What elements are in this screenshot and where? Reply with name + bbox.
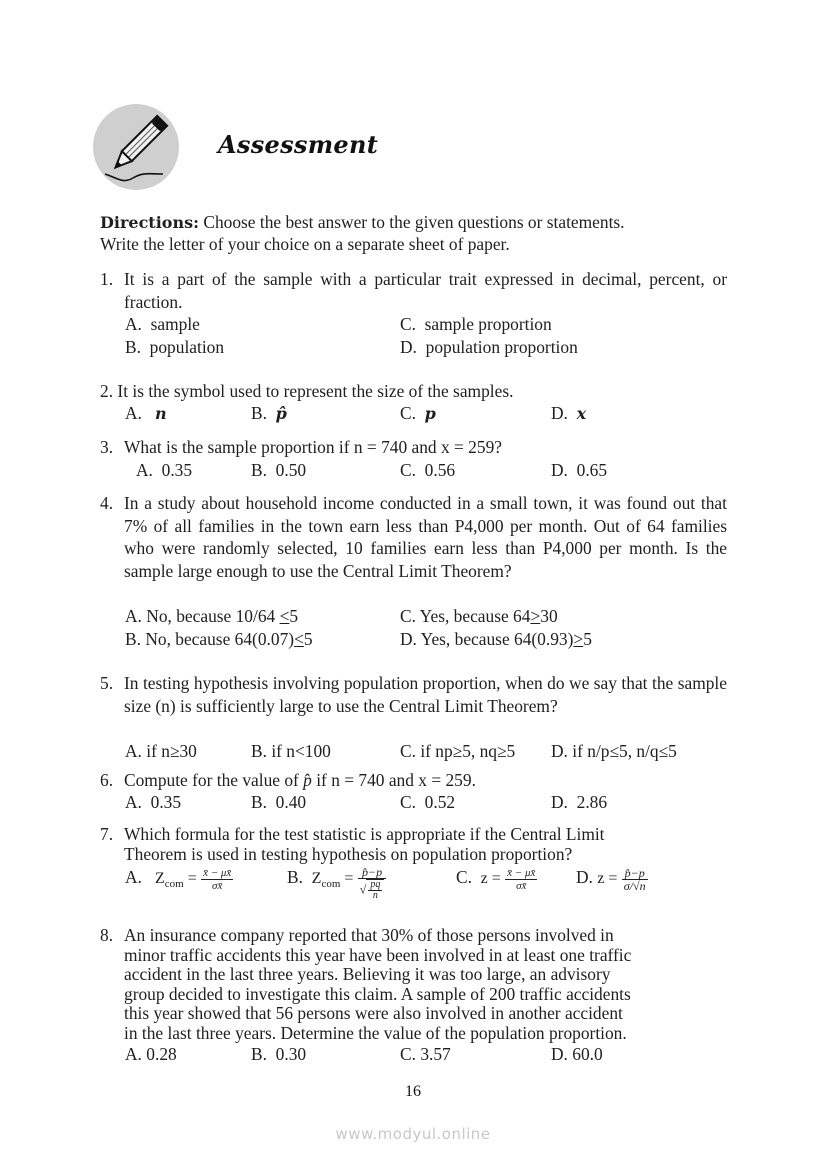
option-a[interactable]: A. n [125,403,167,423]
question-number: 5. [100,673,114,693]
question-6: 6. Compute for the value of p̂ if n = 740 and x = 259. [100,770,476,790]
pencil-icon [93,104,179,190]
question-7: 7. Which formula for the test statistic is appropriate if the Central Limit Theorem is used in testing hypothesis on population proportion? [100,824,605,864]
question-text: It is the symbol used to represent the size of the samples. [117,381,514,401]
question-text: In testing hypothesis involving population proportion, when do we say that the sample size (n) is sufficiently large to use the Central Limit Theorem? [124,673,727,716]
page-number: 16 [405,1083,421,1100]
question-5-options [0,740,826,763]
directions [100,211,727,235]
question-number: 3. [100,437,114,457]
question-2 [100,380,727,403]
option-d[interactable]: D. population proportion [400,337,578,357]
option-c[interactable]: C. 0.56 [400,460,456,480]
directions-text-2: Write the letter of your choice on a separate sheet of paper. [100,234,510,254]
option-d[interactable]: D. 0.65 [551,460,608,480]
question-4 [100,492,727,582]
option-b[interactable]: B. 0.40 [251,792,307,812]
question-number: 8. [100,925,114,945]
question-7-options [0,866,826,916]
option-d[interactable]: D. x [551,403,587,423]
option-d[interactable]: D. if n/p≤5, n/q≤5 [551,741,677,761]
option-b[interactable]: B. 0.30 [251,1044,307,1064]
option-c[interactable]: C. if np≥5, nq≥5 [400,741,516,761]
option-b[interactable]: B. $Z_{com}$ = p̂−p √ $\frac{pq}{n}$ [287,866,386,901]
question-6-options [0,791,826,814]
option-b[interactable]: B. p̂ [251,403,287,423]
question-text: In a study about household income conducted in a small town, it was found out that 7% of all families in the town earn less than P4,000 per month. Out of 64 families who were randomly selected, 10 families earn less than P4,000 per month. Is the sample large enough to use the Central Limit Theorem? [124,493,727,581]
option-c[interactable]: C. sample proportion [400,314,552,334]
question-text: What is the sample proportion if n = 740 and x = 259? [124,437,502,457]
option-c[interactable]: C. z = $\frac{x̄ - \mu x̄}{\sigma x̄}$ [456,866,536,892]
option-a[interactable]: A. 0.35 [136,460,193,480]
question-number: 2. [100,381,114,401]
question-1-options [0,313,826,359]
question-3-options [0,459,826,482]
option-b[interactable]: B. No, because 64(0.07)<5 [125,629,313,649]
page-title: Assessment [218,130,379,159]
question-1 [100,268,727,313]
question-8-options [0,1043,826,1066]
directions-label: Directions: [100,213,199,232]
question-number: 7. [100,824,114,844]
option-c[interactable]: C. 0.52 [400,792,456,812]
option-c[interactable]: C. 3.57 [400,1044,451,1064]
directions-text-1: Choose the best answer to the given questions or statements. [203,212,625,232]
option-c[interactable]: C. Yes, because 64>30 [400,606,558,626]
question-2-options [0,402,826,425]
option-a[interactable]: A. 0.35 [125,792,182,812]
option-a[interactable]: A. $Z_{com}$ = $\frac{x̄ - \mu x̄}{\sigma x̄}$ [125,866,232,892]
question-number: 6. [100,770,114,790]
option-d[interactable]: D. z = $\frac{p̂-p}{\sigma/√n}$ [576,865,646,893]
option-d[interactable]: D. 60.0 [551,1044,603,1064]
watermark: www.modyul.online [335,1125,491,1143]
question-5 [100,672,727,717]
option-d[interactable]: D. 2.86 [551,792,608,812]
question-text: It is a part of the sample with a particular trait expressed in decimal, percent, or fraction. [124,269,727,312]
question-8: 8. An insurance company reported that 30% of those persons involved in minor traffic accidents this year have been involved in at least one traffic accident in the last three years. Believing it was too large, an advisory group decided to investigate this claim. A sample of 200 traffic accidents this year showed that 56 persons were also involved in another accident in the last three years. Determine the value of the population proportion. [100,925,632,1043]
assessment-badge [93,104,179,190]
question-3 [100,436,727,459]
option-a[interactable]: A. No, because 10/64 <5 [125,606,299,626]
question-number: 1. [100,269,114,289]
p-hat-symbol: p̂ [303,770,312,790]
option-a[interactable]: A. sample [125,314,200,334]
question-4-options [0,605,826,651]
option-b[interactable]: B. if n<100 [251,741,331,761]
option-b[interactable]: B. 0.50 [251,460,307,480]
option-a[interactable]: A. 0.28 [125,1044,177,1064]
option-b[interactable]: B. population [125,337,225,357]
option-c[interactable]: C. p [400,403,436,423]
option-a[interactable]: A. if n≥30 [125,741,197,761]
option-d[interactable]: D. Yes, because 64(0.93)>5 [400,629,592,649]
question-number: 4. [100,493,114,513]
